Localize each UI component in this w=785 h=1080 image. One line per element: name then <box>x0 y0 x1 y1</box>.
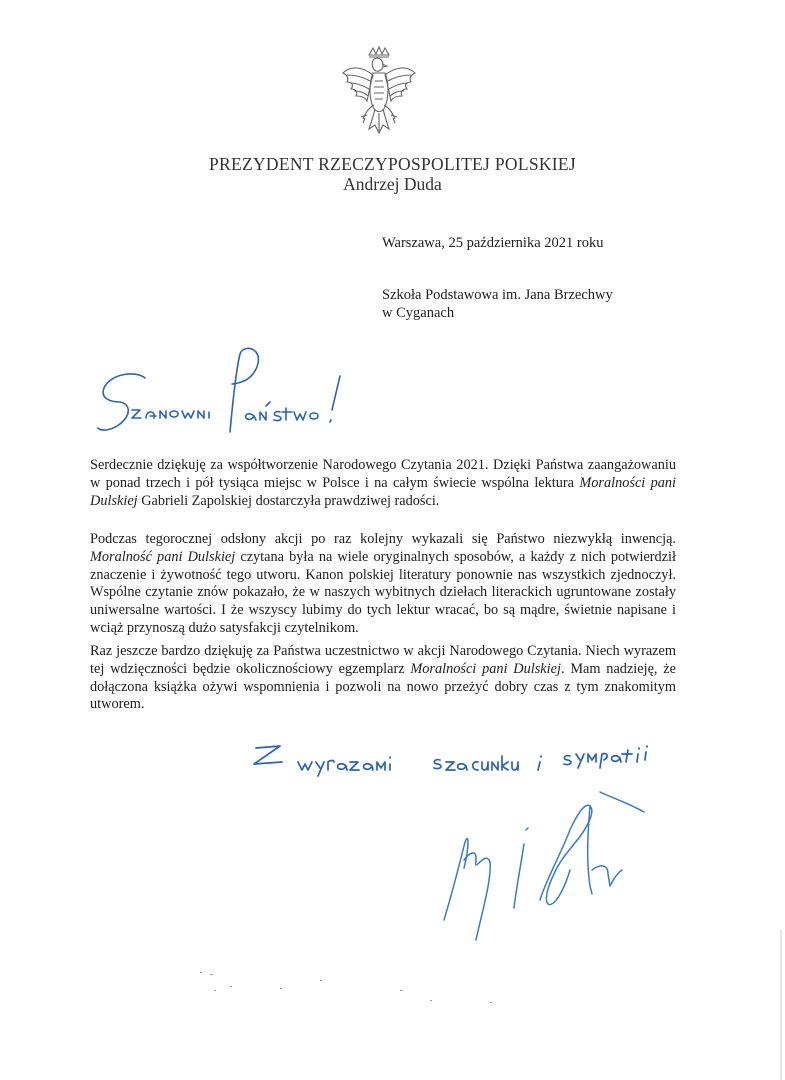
recipient-address <box>382 286 613 322</box>
body-paragraph-2: Podczas tegorocznej odsłony akcji po raz kolejny wykazali się Państwo niezwykłą inwencją. Moralność pani Dulskiej czytana była na wiele oryginalnych sposobów, a każdy z nich potwierdził znaczenie i żywotność tego utworu. Kanon polskiej literatury ponownie nas wszystkich zjednoczył. Wspólne czytanie znów pokazało, że w naszych wybitnych dziełach literackich ugruntowane zostały uniwersalne wartości. I że wszyscy lubimy do tych lektur wracać, bo są mądre, świetnie napisane i wciąż przynoszą dużo satysfakcji czytelnikom. <box>90 531 676 636</box>
polish-eagle-emblem-icon <box>335 45 423 143</box>
date-line: Warszawa, 25 października 2021 roku <box>382 235 604 251</box>
body-paragraph-1: Serdecznie dziękuję za współtworzenie Narodowego Czytania 2021. Dzięki Państwa zaangażowaniu w ponad trzech i pół tysiąca miejsc w Polsce i na całym świecie wspólna lektura Moralności pani Dulskiej Gabrieli Zapolskiej dostarczyła prawdziwej radości. <box>90 457 676 509</box>
scan-specks <box>190 960 530 1010</box>
handwritten-salutation <box>90 340 380 440</box>
handwritten-signature <box>440 790 650 960</box>
office-title: PREZYDENT RZECZYPOSPOLITEJ POLSKIEJ <box>208 154 577 174</box>
recipient-line-1: Szkoła Podstawowa im. Jana Brzechwy <box>382 287 613 303</box>
scan-edge <box>767 930 785 1080</box>
body-paragraph-3: Raz jeszcze bardzo dziękuję za Państwa uczestnictwo w akcji Narodowego Czytania. Niech wyrazem tej wdzięczności będzie okolicznościowy egzemplarz Moralności pani Dulskiej. Mam nadzieję, że dołączona książka ożywi wspomnienia i pozwoli na nowo przeżyć dobry czas z tym znakomitym utworem. <box>90 643 676 713</box>
president-name: Andrzej Duda <box>343 174 442 194</box>
handwritten-closing <box>250 740 670 790</box>
recipient-line-2: w Cyganach <box>382 305 455 321</box>
